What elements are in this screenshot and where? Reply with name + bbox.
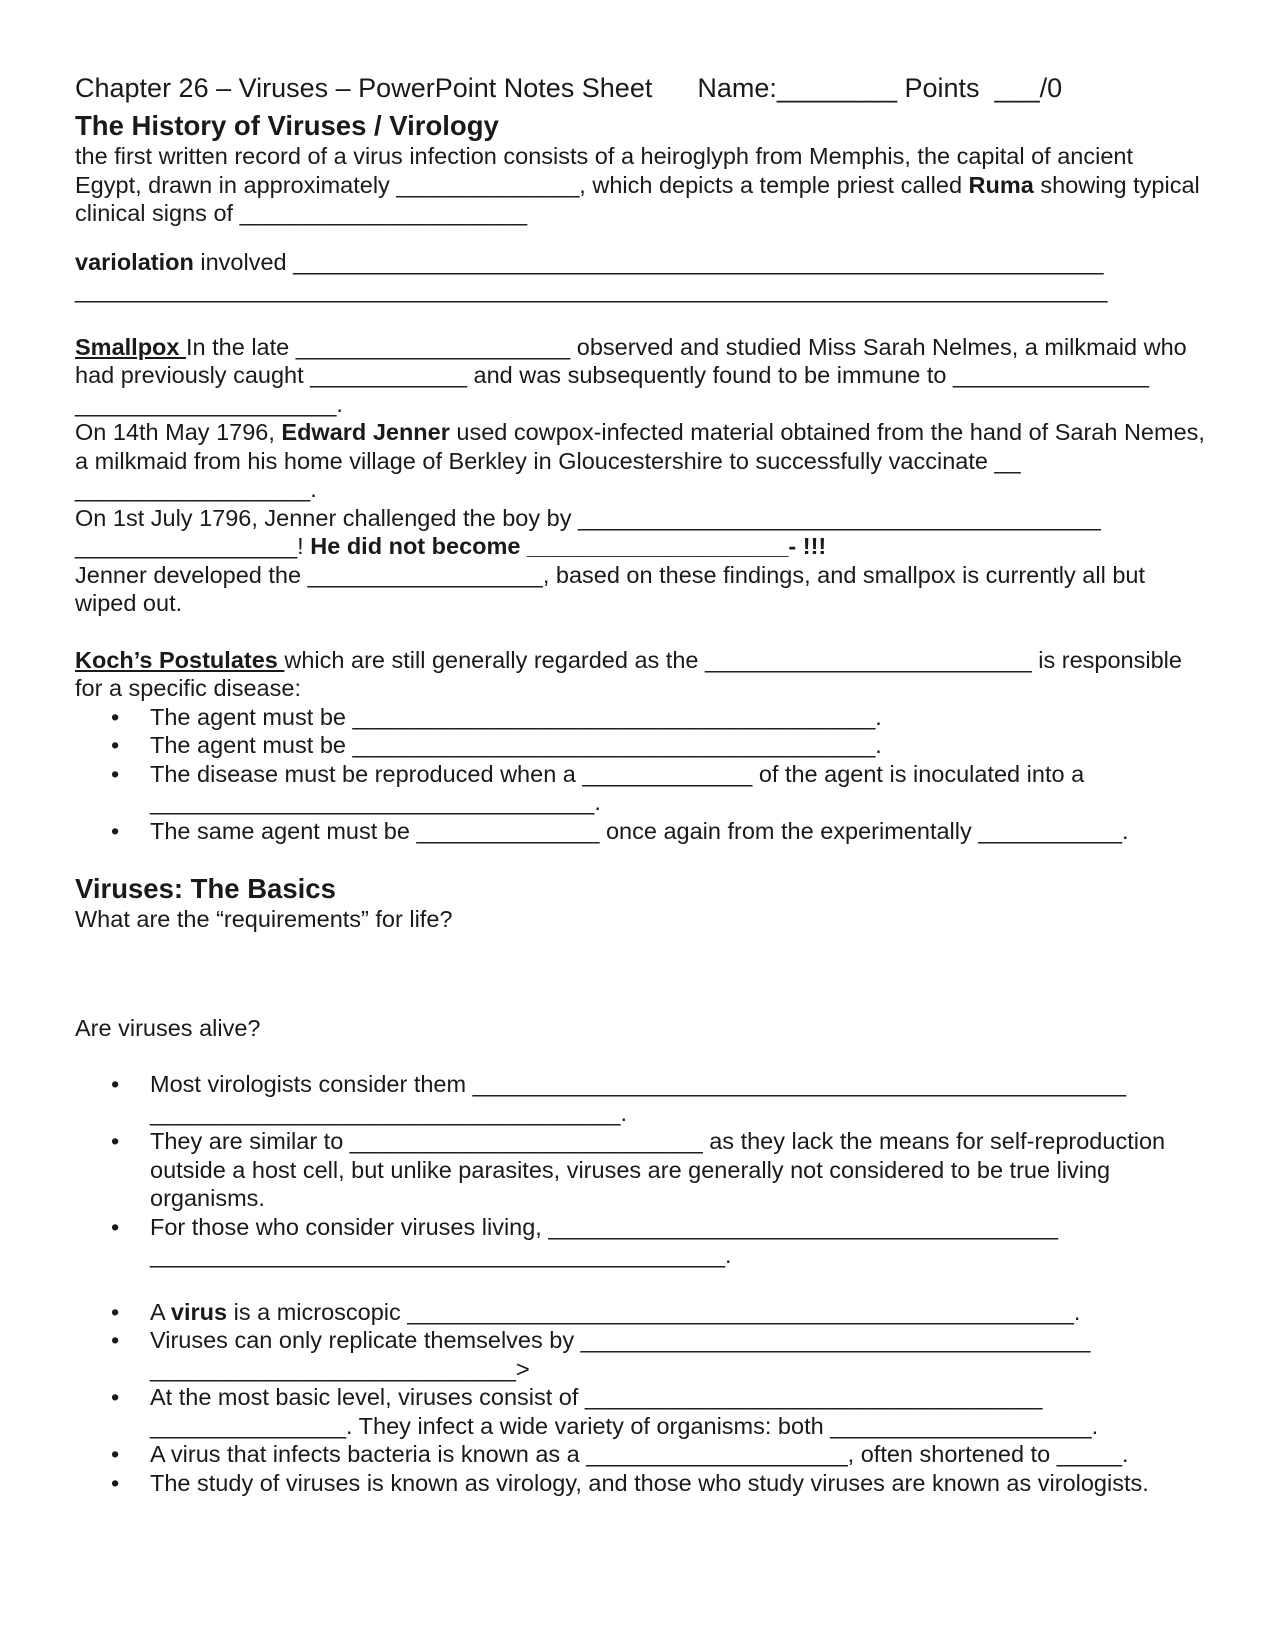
list-item: • At the most basic level, viruses consist of ___________________________________ _______________. They infect a wide variety of organisms: both ____________________. xyxy=(75,1383,1205,1440)
virus-alive-list xyxy=(75,1070,1205,1270)
answer-space xyxy=(75,934,1205,1014)
jenner-paragraph-2 xyxy=(75,504,1205,561)
smallpox-text: In the late _____________________ observed and studied Miss Sarah Nelmes, a milkmaid who had previously caught ____________ and was subsequently found to be immune to _______________ ____________________. xyxy=(75,333,1187,417)
list-item: • The same agent must be ______________ once again from the experimentally ___________. xyxy=(75,817,1205,846)
smallpox-term: Smallpox xyxy=(75,333,187,360)
spacer xyxy=(75,1042,1205,1070)
koch-term: Koch’s Postulates xyxy=(75,646,285,673)
list-item: • The agent must be ________________________________________. xyxy=(75,703,1205,732)
list-item-text: A xyxy=(150,1298,171,1325)
alive-question: Are viruses alive? xyxy=(75,1014,261,1041)
list-item: • The disease must be reproduced when a _____________ of the agent is inoculated into a __________________________________. xyxy=(75,760,1205,817)
spacer xyxy=(75,228,1205,248)
ruma-term: Ruma xyxy=(968,171,1034,198)
list-item: • They are similar to ___________________________ as they lack the means for self-reproduction outside a host cell, but unlike parasites, viruses are generally not considered to be true living organisms. xyxy=(75,1127,1205,1213)
worksheet-page xyxy=(75,70,1205,1497)
jenner-paragraph-3: Jenner developed the __________________, based on these findings, and smallpox is currently all but wiped out. xyxy=(75,561,1146,616)
requirements-question: What are the “requirements” for life? xyxy=(75,906,453,932)
jenner-1-text-c: used cowpox-infected material obtained from the hand of Sarah Nemes, a milkmaid from his home village of Berkley in Gloucestershire to successfully vaccinate __ __________________. xyxy=(75,419,1205,502)
variolation-paragraph xyxy=(75,248,1205,277)
list-item: • The study of viruses is known as virology, and those who study viruses are known as virologists. xyxy=(75,1469,1205,1498)
heiroglyph-paragraph xyxy=(75,142,1205,228)
edward-jenner-term: Edward Jenner xyxy=(281,419,450,445)
variolation-term: variolation xyxy=(75,248,194,275)
page-title: Chapter 26 – Viruses – PowerPoint Notes Sheet Name:________ Points ___/0 xyxy=(75,73,1063,103)
spacer xyxy=(75,845,1205,873)
heiroglyph-text-c: showing typical clinical signs of ______________________ xyxy=(75,171,1200,226)
virus-term: virus xyxy=(170,1298,228,1325)
koch-text: which are still generally regarded as the _________________________ is responsible for a specific disease: xyxy=(75,646,1182,701)
virus-basics-list xyxy=(75,1298,1205,1498)
list-item-text: is a microscopic ___________________________________________________. xyxy=(227,1298,1081,1325)
list-item: • For those who consider viruses living, _______________________________________ ____________________________________________. xyxy=(75,1213,1205,1270)
list-item xyxy=(75,1298,1205,1327)
koch-postulates-list xyxy=(75,703,1205,846)
spacer xyxy=(75,1270,1205,1298)
heiroglyph-text-a: the first written record of a virus infection consists of a heiroglyph from Memphis, the capital of ancient Egypt, drawn in approximately ______________, which depicts a temple priest called xyxy=(75,143,1133,198)
jenner-1-text-a: On 14th May 1796, xyxy=(75,419,282,445)
spacer xyxy=(75,618,1205,646)
history-heading: The History of Viruses / Virology xyxy=(75,110,499,141)
list-item: • Most virologists consider them __________________________________________________ ____________________________________. xyxy=(75,1070,1205,1127)
jenner-paragraph-1 xyxy=(75,418,1205,504)
list-item: • Viruses can only replicate themselves by _______________________________________ ____________________________> xyxy=(75,1326,1205,1383)
list-item: • A virus that infects bacteria is known as a ____________________, often shortened to _____. xyxy=(75,1440,1205,1469)
did-not-become-text: He did not become ____________________- !!! xyxy=(310,533,827,559)
list-item: • The agent must be ________________________________________. xyxy=(75,731,1205,760)
variolation-line-2: _______________________________________________________________________________ xyxy=(75,277,1108,303)
jenner-2-text-a: On 1st July 1796, Jenner challenged the boy by ________________________________________ _________________! xyxy=(75,504,1101,559)
basics-heading: Viruses: The Basics xyxy=(75,873,336,904)
variolation-text: involved ______________________________________________________________ xyxy=(193,248,1104,275)
koch-paragraph xyxy=(75,646,1205,703)
smallpox-paragraph xyxy=(75,333,1205,419)
spacer xyxy=(75,305,1205,333)
